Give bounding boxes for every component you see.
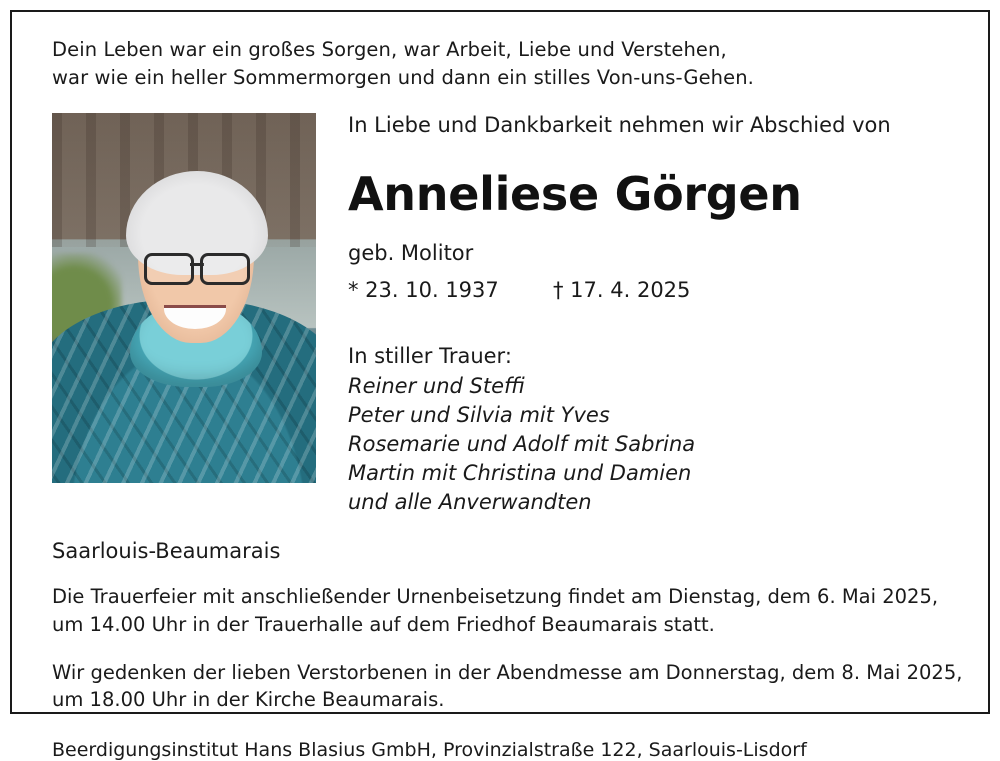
photo-glasses [144,253,250,279]
funeral-service-info [52,583,952,638]
mourning-label: In stiller Trauer: [348,344,512,369]
place-name: Saarlouis-Beaumarais [52,539,281,564]
portrait-photo [52,113,316,483]
memorial-verse [52,36,952,91]
verse-line: war wie ein heller Sommermorgen und dann ein stilles Von-uns-Gehen. [52,65,754,89]
deceased-name: Anneliese Görgen [348,167,802,222]
verse-line: Dein Leben war ein großes Sorgen, war Arbeit, Liebe und Verstehen, [52,38,727,61]
mourner-item: Rosemarie und Adolf mit Sabrina [348,432,696,457]
main-content [48,113,952,517]
photo-glasses-lens-right [200,253,250,285]
farewell-intro: In Liebe und Dankbarkeit nehmen wir Abschied von [348,113,891,138]
mourner-item: und alle Anverwandten [348,490,592,515]
mourner-item: Peter und Silvia mit Yves [348,403,610,428]
death-date: † 17. 4. 2025 [553,278,691,303]
notice-frame [10,10,990,761]
birth-date: * 23. 10. 1937 [348,278,499,303]
life-dates [348,278,952,302]
deceased-details [348,113,952,517]
mourners-list [348,372,952,517]
memorial-mass-info [52,659,963,714]
funeral-service-line: um 14.00 Uhr in der Trauerhalle auf dem Friedhof Beaumarais statt. [52,612,715,636]
memorial-mass-line: um 18.00 Uhr in der Kirche Beaumarais. [52,688,445,712]
funeral-service-line: Die Trauerfeier mit anschließender Urnenbeisetzung findet am Dienstag, dem 6. Mai 2025, [52,585,939,609]
photo-glasses-lens-left [144,253,194,285]
mourner-item: Martin mit Christina und Damien [348,461,692,486]
maiden-name: geb. Molitor [348,241,474,266]
mourner-item: Reiner und Steffi [348,374,525,399]
funeral-home-info: Beerdigungsinstitut Hans Blasius GmbH, Provinzialstraße 122, Saarlouis-Lisdorf [52,738,807,761]
memorial-mass-line: Wir gedenken der lieben Verstorbenen in der Abendmesse am Donnerstag, dem 8. Mai 2025, [52,660,963,684]
